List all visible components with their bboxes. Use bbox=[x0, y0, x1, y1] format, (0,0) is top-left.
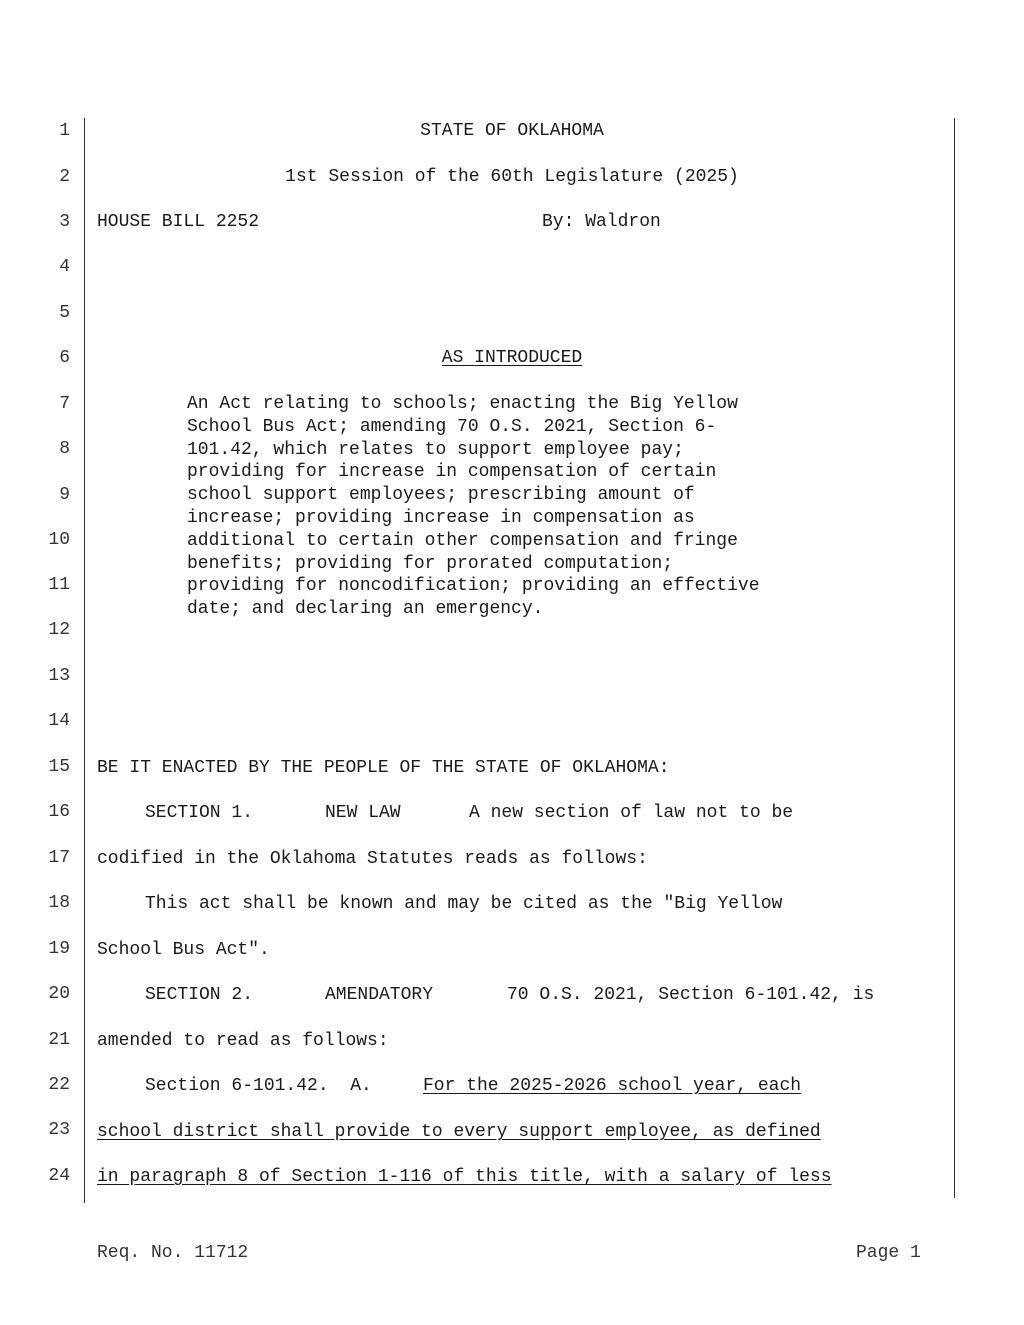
line-number: 5 bbox=[59, 303, 70, 323]
line-number: 2 bbox=[59, 167, 70, 187]
summary-line: increase; providing increase in compensation as bbox=[187, 507, 695, 528]
citation-line-cont: School Bus Act". bbox=[97, 940, 270, 960]
summary-line: school support employees; prescribing amount of bbox=[187, 485, 695, 506]
state-heading: STATE OF OKLAHOMA bbox=[420, 121, 604, 141]
line-number: 11 bbox=[48, 575, 70, 595]
summary-line: 101.42, which relates to support employee pay; bbox=[187, 439, 684, 460]
bill-summary bbox=[187, 393, 760, 621]
line-number: 15 bbox=[48, 757, 70, 777]
status-heading bbox=[97, 347, 927, 369]
section-1-label: SECTION 1. bbox=[145, 803, 254, 823]
summary-line: additional to certain other compensation and fringe bbox=[187, 530, 738, 551]
section-1-text: A new section of law not to be bbox=[469, 803, 794, 823]
page-number: Page 1 bbox=[856, 1243, 921, 1263]
summary-line: date; and declaring an emergency. bbox=[187, 599, 544, 620]
section-1-text-cont: codified in the Oklahoma Statutes reads as follows: bbox=[97, 849, 648, 869]
enacting-clause: BE IT ENACTED BY THE PEOPLE OF THE STATE OF OKLAHOMA: bbox=[97, 758, 670, 778]
line-number: 13 bbox=[48, 666, 70, 686]
section-2-text: 70 O.S. 2021, Section 6-101.42, is bbox=[507, 985, 875, 1005]
line-number: 19 bbox=[48, 939, 70, 959]
summary-line: providing for noncodification; providing an effective bbox=[187, 576, 760, 597]
bill-author: By: Waldron bbox=[542, 212, 661, 232]
line-number: 16 bbox=[48, 802, 70, 822]
request-number: Req. No. 11712 bbox=[97, 1243, 249, 1263]
new-text-line: For the 2025-2026 school year, each bbox=[423, 1076, 802, 1096]
summary-line: benefits; providing for prorated computation; bbox=[187, 553, 674, 574]
line-number: 18 bbox=[48, 893, 70, 913]
summary-line: providing for increase in compensation of certain bbox=[187, 462, 717, 483]
line-number: 6 bbox=[59, 348, 70, 368]
line-number: 10 bbox=[48, 530, 70, 550]
summary-line: An Act relating to schools; enacting the Big Yellow bbox=[187, 394, 738, 414]
section-2-label: SECTION 2. bbox=[145, 985, 254, 1005]
line-number: 1 bbox=[59, 121, 70, 141]
new-text-line: in paragraph 8 of Section 1-116 of this title, with a salary of less bbox=[97, 1167, 832, 1187]
section-1-type: NEW LAW bbox=[325, 803, 401, 823]
line-number: 21 bbox=[48, 1030, 70, 1050]
line-number: 9 bbox=[59, 485, 70, 505]
line-number: 23 bbox=[48, 1120, 70, 1140]
session-heading: 1st Session of the 60th Legislature (2025) bbox=[285, 167, 739, 187]
line-number: 22 bbox=[48, 1075, 70, 1095]
left-margin-rule bbox=[84, 118, 85, 1203]
section-number: Section 6-101.42. A. bbox=[145, 1076, 372, 1096]
line-number: 8 bbox=[59, 439, 70, 459]
line-number: 12 bbox=[48, 620, 70, 640]
status-text: AS INTRODUCED bbox=[441, 348, 583, 368]
line-number: 20 bbox=[48, 984, 70, 1004]
section-2-text-cont: amended to read as follows: bbox=[97, 1031, 389, 1051]
line-number: 7 bbox=[59, 394, 70, 414]
line-number: 14 bbox=[48, 711, 70, 731]
bill-number: HOUSE BILL 2252 bbox=[97, 212, 260, 232]
right-margin-rule bbox=[954, 118, 955, 1198]
line-number: 17 bbox=[48, 848, 70, 868]
citation-line: This act shall be known and may be cited as the "Big Yellow bbox=[145, 894, 783, 914]
section-2-type: AMENDATORY bbox=[325, 985, 434, 1005]
line-number: 24 bbox=[48, 1166, 70, 1186]
line-number: 4 bbox=[59, 257, 70, 277]
line-number: 3 bbox=[59, 212, 70, 232]
summary-line: School Bus Act; amending 70 O.S. 2021, Section 6- bbox=[187, 416, 717, 437]
new-text-line: school district shall provide to every support employee, as defined bbox=[97, 1122, 821, 1142]
